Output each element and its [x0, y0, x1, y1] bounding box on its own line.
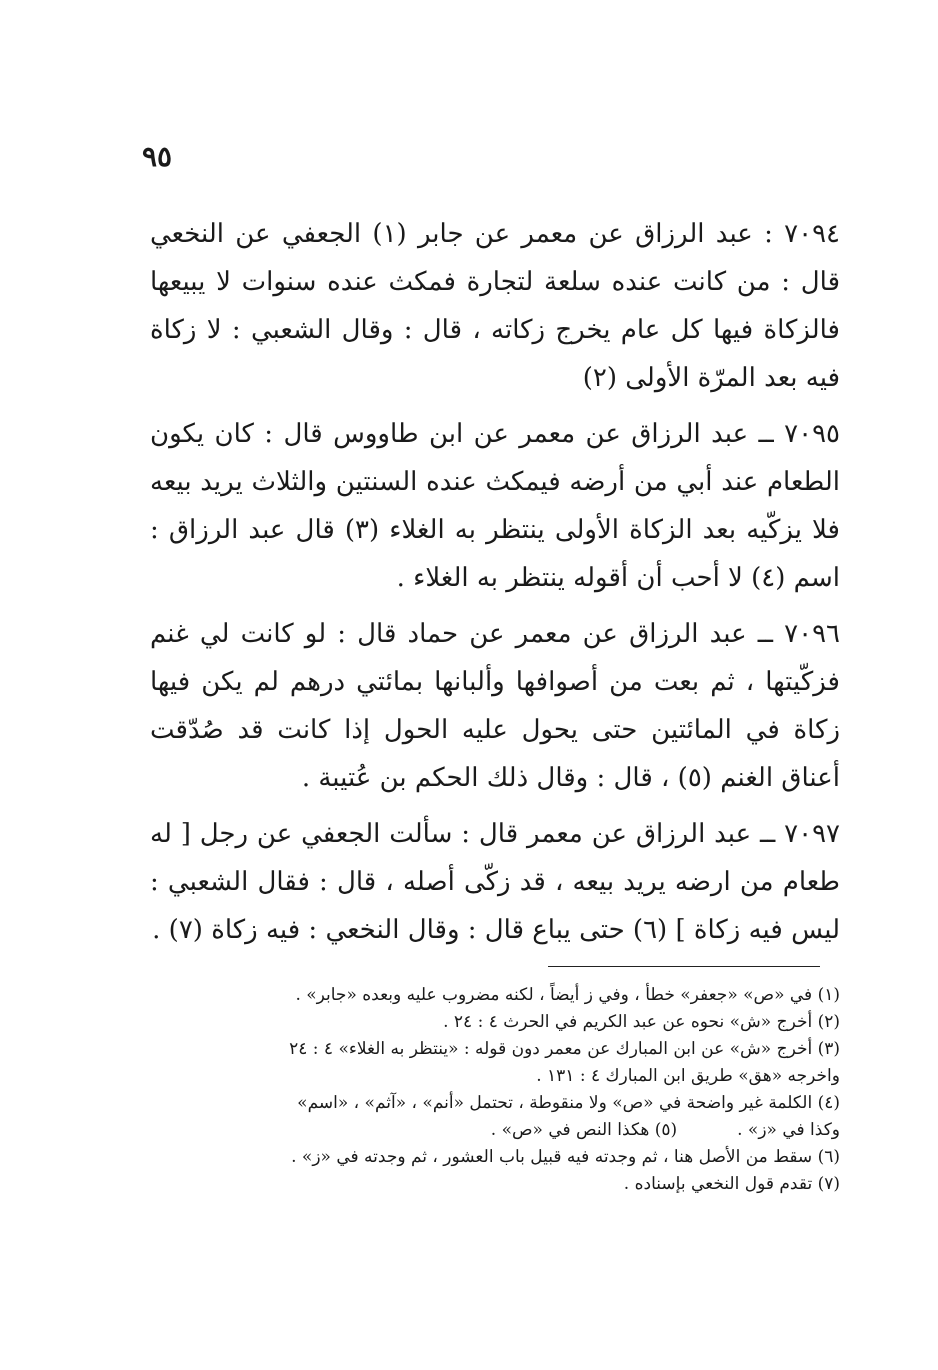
- footnote-5: (٥) هكذا النص في «ص» .: [490, 1120, 678, 1140]
- entry-7095: ٧٠٩٥ ــ عبد الرزاق عن معمر عن ابن طاووس قال : كان يكون الطعام عند أبي من أرضه فيمكث عنده السنتين والثلاث يريد بيعه فلا يزكّيه بعد الزكاة الأولى ينتظر به الغلاء (٣) قال عبد الرزاق : اسم (٤) لا أحب أن أقوله ينتظر به الغلاء .: [150, 419, 840, 593]
- footnote-6: (٦) سقط من الأصل هنا ، ثم وجدته فيه قبيل باب العشور ، ثم وجدته في «ز» .: [291, 1147, 840, 1167]
- footnote-divider: [548, 966, 820, 967]
- entry-7097: ٧٠٩٧ ــ عبد الرزاق عن معمر قال : سألت الجعفي عن رجل [ له طعام من ارضه يريد بيعه ، قد زكّى أصله ، قال : فقال الشعبي : ليس فيه زكاة ] (٦) حتى يباع قال : وقال النخعي : فيه زكاة (٧) .: [150, 819, 840, 945]
- entry-7096: ٧٠٩٦ ــ عبد الرزاق عن معمر عن حماد قال : لو كانت لي غنم فزكّيتها ، ثم بعت من أصوافها وألبانها بمائتي درهم لم يكن فيها زكاة في المائتين حتى يحول عليه الحول إذا كانت قد صُدّقت أعناق الغنم (٥) ، قال : وقال ذلك الحكم بن عُتيبة .: [150, 619, 840, 793]
- page-number: ٩٥: [142, 140, 173, 173]
- footnote-7: (٧) تقدم قول النخعي بإسناده .: [623, 1174, 840, 1194]
- main-text: [150, 210, 840, 962]
- footnotes: [150, 982, 840, 1198]
- footnote-1: (١) في «ص» «جعفر» خطأ ، وفي ز أيضاً ، لكنه مضروب عليه وبعده «جابر» .: [295, 985, 840, 1005]
- footnote-4-5-row: [150, 1117, 840, 1144]
- entry-7094: ٧٠٩٤ : عبد الرزاق عن معمر عن جابر (١) الجعفي عن النخعي قال : من كانت عنده سلعة لتجارة فمكث عنده سنوات لا يبيعها فالزكاة فيها كل عام يخرج زكاته ، قال : وقال الشعبي : لا زكاة فيه بعد المرّة الأولى (٢): [150, 219, 841, 393]
- footnote-3-continued: واخرجه «هق» طريق ابن المبارك ٤ : ١٣١ .: [536, 1066, 840, 1086]
- footnote-2: (٢) أخرج «ش» نحوه عن عبد الكريم في الحرث ٤ : ٢٤ .: [443, 1012, 840, 1032]
- footnote-4: (٤) الكلمة غير واضحة في «ص» ولا منقوطة ، تحتمل «أنم» ، «آثم» ، «اسم»: [297, 1093, 840, 1113]
- footnote-4-continued: وكذا في «ز» .: [737, 1120, 840, 1140]
- footnote-3: (٣) أخرج «ش» عن ابن المبارك عن معمر دون قوله : «ينتظر به الغلاء» ٤ : ٢٤: [289, 1039, 840, 1059]
